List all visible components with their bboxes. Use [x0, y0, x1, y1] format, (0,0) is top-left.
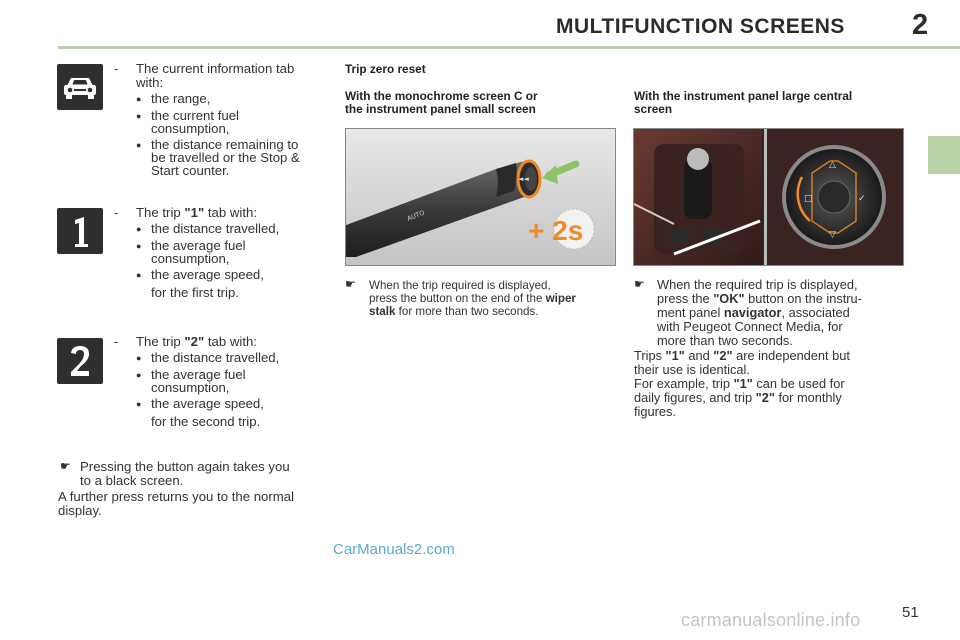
- watermark-link[interactable]: CarManuals2.com: [333, 541, 455, 558]
- text-run: can be used for: [752, 376, 845, 391]
- example-text-l3: figures.: [634, 404, 676, 419]
- car-icon: [57, 64, 103, 110]
- example-text: [634, 377, 845, 391]
- bullet-text-cont: Start counter.: [151, 163, 230, 178]
- stalk-instruction-end: [369, 305, 539, 318]
- block2-bullet-speed: [136, 268, 264, 282]
- note-press-again-cont: to a black screen.: [80, 473, 184, 488]
- intro-pre: The trip: [136, 334, 185, 349]
- example-text-l2: [634, 391, 842, 405]
- text-run: press the: [657, 291, 714, 306]
- bullet-text: the current fuel: [151, 108, 239, 123]
- bullet-text: the distance travelled,: [151, 221, 280, 236]
- bullet-text: the range,: [151, 91, 211, 106]
- text-run-bold: wiper: [545, 292, 576, 305]
- trip-2-icon: [57, 338, 103, 384]
- pointing-finger-icon: ☛: [60, 459, 71, 473]
- ok-label: "OK": [713, 291, 745, 306]
- bullet-text: the average speed,: [151, 396, 264, 411]
- text-run: are independent but: [732, 348, 850, 363]
- dashboard-navigator-photo: [633, 128, 904, 266]
- text-run: daily figures, and trip: [634, 390, 756, 405]
- navigator-label: navigator: [723, 305, 782, 320]
- trip-label: "2": [713, 348, 733, 363]
- block1-intro-cont: with:: [136, 75, 164, 90]
- chapter-number: 2: [912, 9, 929, 41]
- text-run: For example, trip: [634, 376, 734, 391]
- trip-1-icon: [57, 208, 103, 254]
- text-run: Trips: [634, 348, 666, 363]
- navigator-instruction-l4: with Peugeot Connect Media, for: [657, 319, 843, 334]
- trip-label: "1": [184, 205, 205, 220]
- block3-bullet-distance: [136, 351, 279, 365]
- svg-text:▽: ▽: [829, 230, 836, 240]
- plus-2s-badge: + 2s: [528, 215, 584, 246]
- note-press-again: Pressing the button again takes you: [80, 459, 290, 474]
- pointing-finger-icon: ☛: [345, 277, 356, 291]
- intro-pre: The trip: [136, 205, 185, 220]
- navigator-instruction-l5: more than two seconds.: [657, 333, 793, 348]
- chapter-side-tab: [928, 136, 960, 174]
- block2-final: for the first trip.: [151, 285, 239, 300]
- intro-post: tab with:: [204, 334, 257, 349]
- page-number: 51: [902, 604, 919, 621]
- stalk-instruction: When the trip required is displayed,: [369, 279, 551, 292]
- block3-bullet-speed: [136, 397, 264, 411]
- dash: -: [114, 205, 119, 220]
- block1-intro: The current information tab: [136, 61, 295, 76]
- header-rule: [58, 46, 960, 49]
- bullet-text: the average speed,: [151, 267, 264, 282]
- bullet-text: the average fuel: [151, 367, 246, 382]
- trip-label: "1": [665, 348, 685, 363]
- trips-independent-cont: their use is identical.: [634, 362, 750, 377]
- bullet-text-cont: consumption,: [151, 121, 230, 136]
- bullet-text: the average fuel: [151, 238, 246, 253]
- svg-text:△: △: [829, 160, 836, 170]
- stalk-instruction-cont: [369, 292, 576, 305]
- trip-label: "2": [755, 390, 775, 405]
- block3-final: for the second trip.: [151, 414, 261, 429]
- text-run-bold: stalk: [369, 305, 396, 318]
- note-further-press-cont: display.: [58, 503, 102, 518]
- pointing-finger-icon: ☛: [634, 277, 645, 291]
- bullet-text-cont: be travelled or the Stop &: [151, 150, 300, 165]
- bullet-text: the distance remaining to: [151, 137, 299, 152]
- block1-bullet-range: [136, 92, 210, 106]
- subhead-monochrome: With the monochrome screen C or: [345, 89, 538, 103]
- subhead-large-screen: With the instrument panel large central: [634, 89, 853, 103]
- text-run: and: [684, 348, 714, 363]
- page-title: MULTIFUNCTION SCREENS: [556, 15, 845, 38]
- bullet-text-cont: consumption,: [151, 380, 230, 395]
- dash: -: [114, 334, 119, 349]
- bullet-text-cont: consumption,: [151, 251, 230, 266]
- block3-intro: [136, 335, 257, 349]
- section-title: Trip zero reset: [345, 62, 426, 76]
- subhead-monochrome-cont: the instrument panel small screen: [345, 102, 536, 116]
- text-run: button on the instru-: [744, 291, 862, 306]
- text-run: press the button on the end of the: [369, 292, 546, 305]
- dash: -: [114, 61, 119, 76]
- navigator-instruction: When the required trip is displayed,: [657, 277, 858, 292]
- navigator-instruction-l3: [657, 306, 850, 320]
- note-further-press: A further press returns you to the normal: [58, 489, 295, 504]
- trip-label: "1": [733, 376, 753, 391]
- block2-bullet-distance: [136, 222, 279, 236]
- text-run: for more than two seconds.: [395, 305, 539, 318]
- subhead-large-screen-cont: screen: [634, 102, 673, 116]
- text-run: ment panel: [657, 305, 724, 320]
- trip-label: "2": [184, 334, 205, 349]
- trips-independent: [634, 349, 850, 363]
- svg-text:✓: ✓: [858, 194, 866, 204]
- navigator-instruction-l2: [657, 292, 862, 306]
- footer-watermark: carmanualsonline.info: [681, 610, 861, 630]
- svg-text:□: □: [804, 194, 813, 204]
- stalk-auto-label: AUTO: [405, 208, 426, 223]
- wiper-stalk-photo: [345, 128, 616, 266]
- text-run: for monthly: [774, 390, 842, 405]
- intro-post: tab with:: [204, 205, 257, 220]
- svg-text:◄◄: ◄◄: [518, 175, 529, 183]
- bullet-text: the distance travelled,: [151, 350, 280, 365]
- block2-intro: [136, 206, 257, 220]
- text-run: , associated: [781, 305, 850, 320]
